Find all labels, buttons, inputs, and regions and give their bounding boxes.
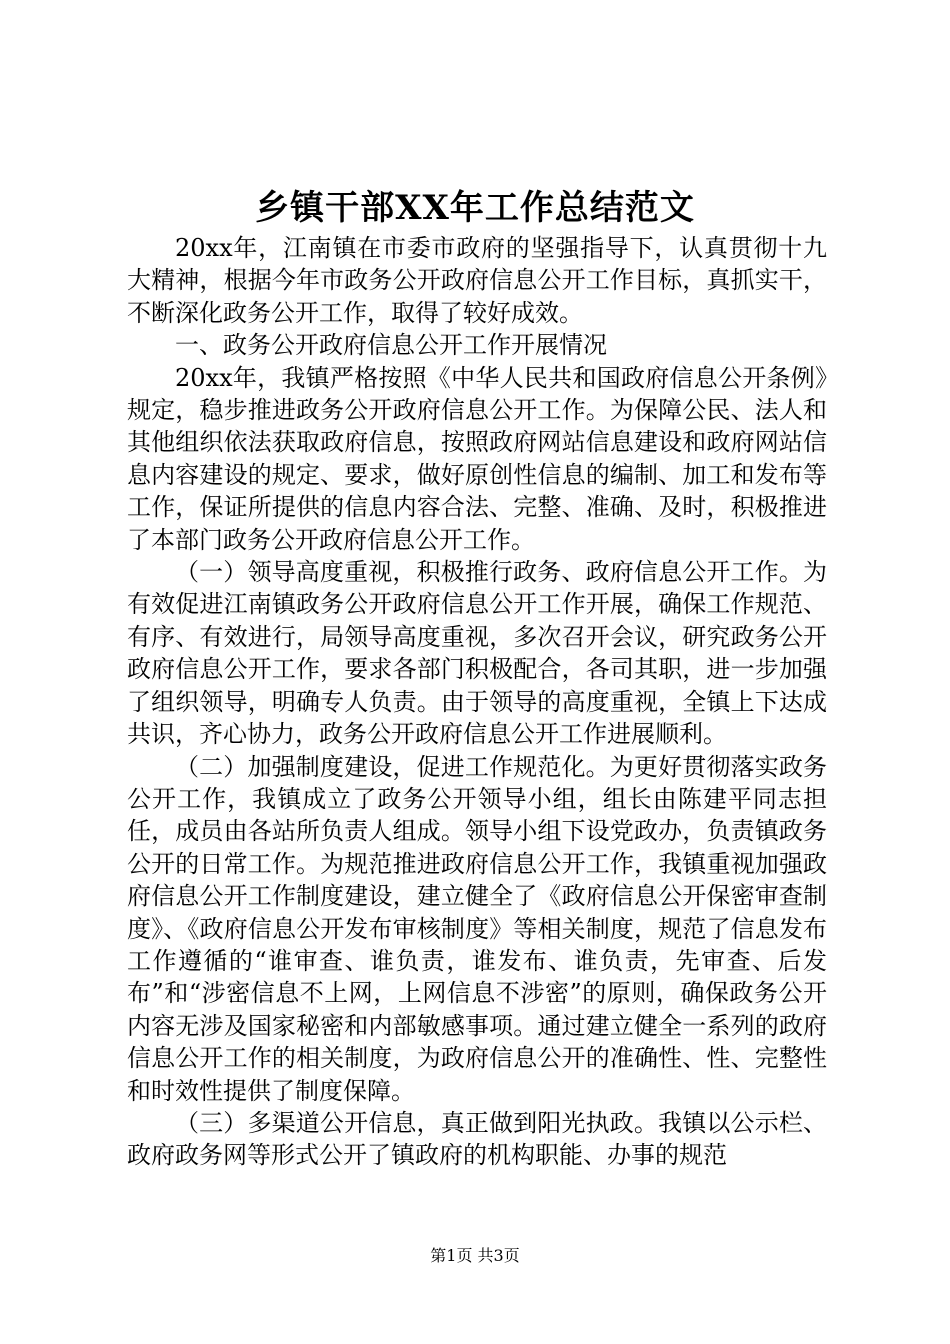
document-title: 乡镇干部XX年工作总结范文 [255, 188, 695, 228]
section-heading-1: 一、政务公开政府信息公开工作开展情况 [175, 331, 607, 360]
paragraph-overview: 20xx年，我镇严格按照《中华人民共和国政府信息公开条例》规定，稳步推进政务公开政府信息公开工作。为保障公民、法人和其他组织依法获取政府信息，按照政府网站信息建设和政府网站信息内容建设的规定、要求，做好原创性信息的编制、加工和发布等工作，保证所提供的信息内容合法、完整、准确、及时，积极推进了本部门政务公开政府信息公开工作。 [127, 363, 827, 554]
page-footer: 第1页 共3页 [430, 1246, 520, 1265]
document-body [127, 232, 827, 1172]
paragraph-item-1: （一）领导高度重视，积极推行政务、政府信息公开工作。为有效促进江南镇政务公开政府信息公开工作开展，确保工作规范、有序、有效进行，局领导高度重视，多次召开会议，研究政务公开政府信息公开工作，要求各部门积极配合，各司其职，进一步加强了组织领导，明确专人负责。由于领导的高度重视，全镇上下达成共识，齐心协力，政务公开政府信息公开工作进展顺利。 [127, 558, 827, 749]
paragraph-item-2: （二）加强制度建设，促进工作规范化。为更好贯彻落实政务公开工作，我镇成立了政务公开领导小组，组长由陈建平同志担任，成员由各站所负责人组成。领导小组下设党政办，负责镇政务公开的日常工作。为规范推进政府信息公开工作，我镇重视加强政府信息公开工作制度建设，建立健全了《政府信息公开保密审查制度》、《政府信息公开发布审核制度》等相关制度，规范了信息发布工作遵循的“谁审查、谁负责，谁发布、谁负责，先审查、后发布”和“涉密信息不上网，上网信息不涉密”的原则，确保政务公开内容无涉及国家秘密和内部敏感事项。通过建立健全一系列的政府信息公开工作的相关制度，为政府信息公开的准确性、性、完整性和时效性提供了制度保障。 [127, 752, 827, 1105]
paragraph-intro: 20xx年，江南镇在市委市政府的坚强指导下，认真贯彻十九大精神，根据今年市政务公开政府信息公开工作目标，真抓实干，不断深化政务公开工作，取得了较好成效。 [127, 234, 827, 327]
paragraph-item-3: （三）多渠道公开信息，真正做到阳光执政。我镇以公示栏、政府政务网等形式公开了镇政府的机构职能、办事的规范 [127, 1108, 827, 1170]
